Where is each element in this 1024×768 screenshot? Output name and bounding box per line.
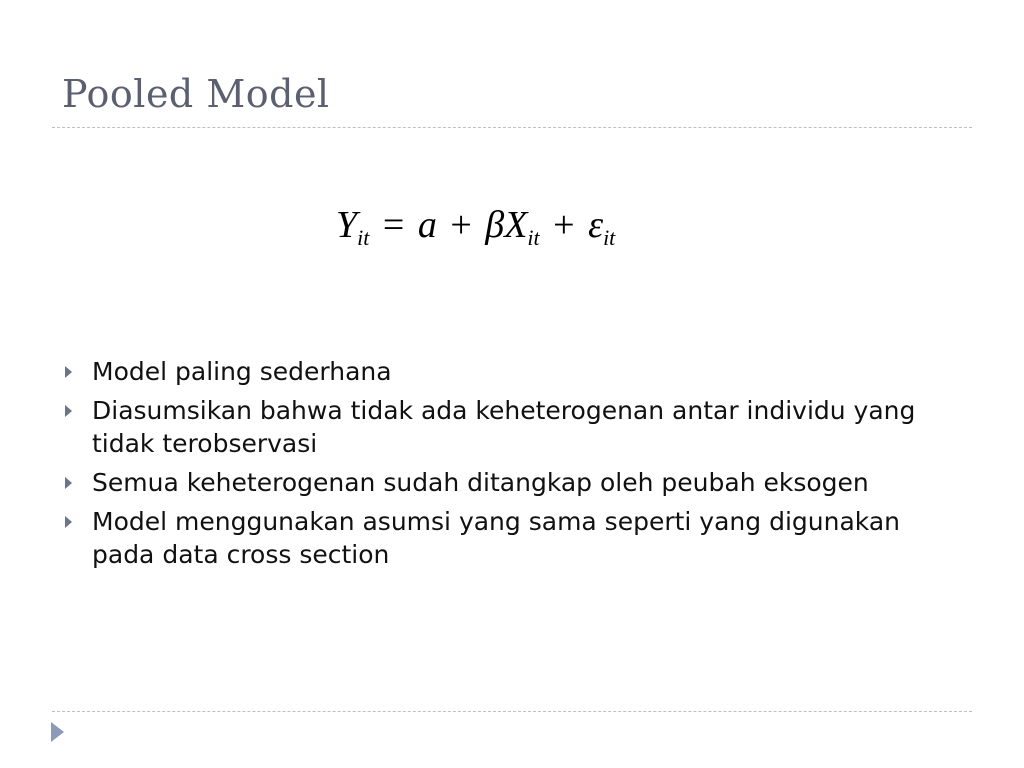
bullet-item — [62, 466, 962, 499]
eq-epsilon: ε — [588, 204, 604, 246]
bullet-list — [62, 355, 962, 577]
eq-y: Y — [336, 204, 358, 246]
bullet-text: Model menggunakan asumsi yang sama seperti yang digunakan pada data cross section — [92, 507, 900, 569]
eq-plus-2: + — [553, 204, 575, 246]
eq-y-sub: it — [357, 225, 370, 250]
bullet-item — [62, 505, 962, 571]
triangle-bullet-icon — [65, 477, 72, 489]
slide-title: Pooled Model — [62, 72, 330, 116]
eq-plus-1: + — [450, 204, 472, 246]
eq-beta: β — [485, 204, 505, 246]
bullet-text: Semua keheterogenan sudah ditangkap oleh peubah eksogen — [92, 468, 869, 497]
eq-equals: = — [382, 204, 405, 246]
next-slide-arrow-icon[interactable] — [51, 722, 64, 742]
triangle-bullet-icon — [65, 516, 72, 528]
eq-x-sub: it — [527, 225, 540, 250]
bullet-item — [62, 355, 962, 388]
eq-x: X — [504, 204, 528, 246]
eq-epsilon-sub: it — [603, 225, 616, 250]
triangle-bullet-icon — [65, 366, 72, 378]
title-divider — [52, 127, 972, 128]
eq-a: a — [417, 204, 437, 246]
triangle-bullet-icon — [65, 405, 72, 417]
pooled-model-equation — [336, 203, 616, 250]
bullet-text: Diasumsikan bahwa tidak ada keheterogenan antar individu yang tidak terobservasi — [92, 396, 916, 458]
footer-divider — [52, 711, 972, 712]
bullet-text: Model paling sederhana — [92, 357, 392, 386]
bullet-item — [62, 394, 962, 460]
